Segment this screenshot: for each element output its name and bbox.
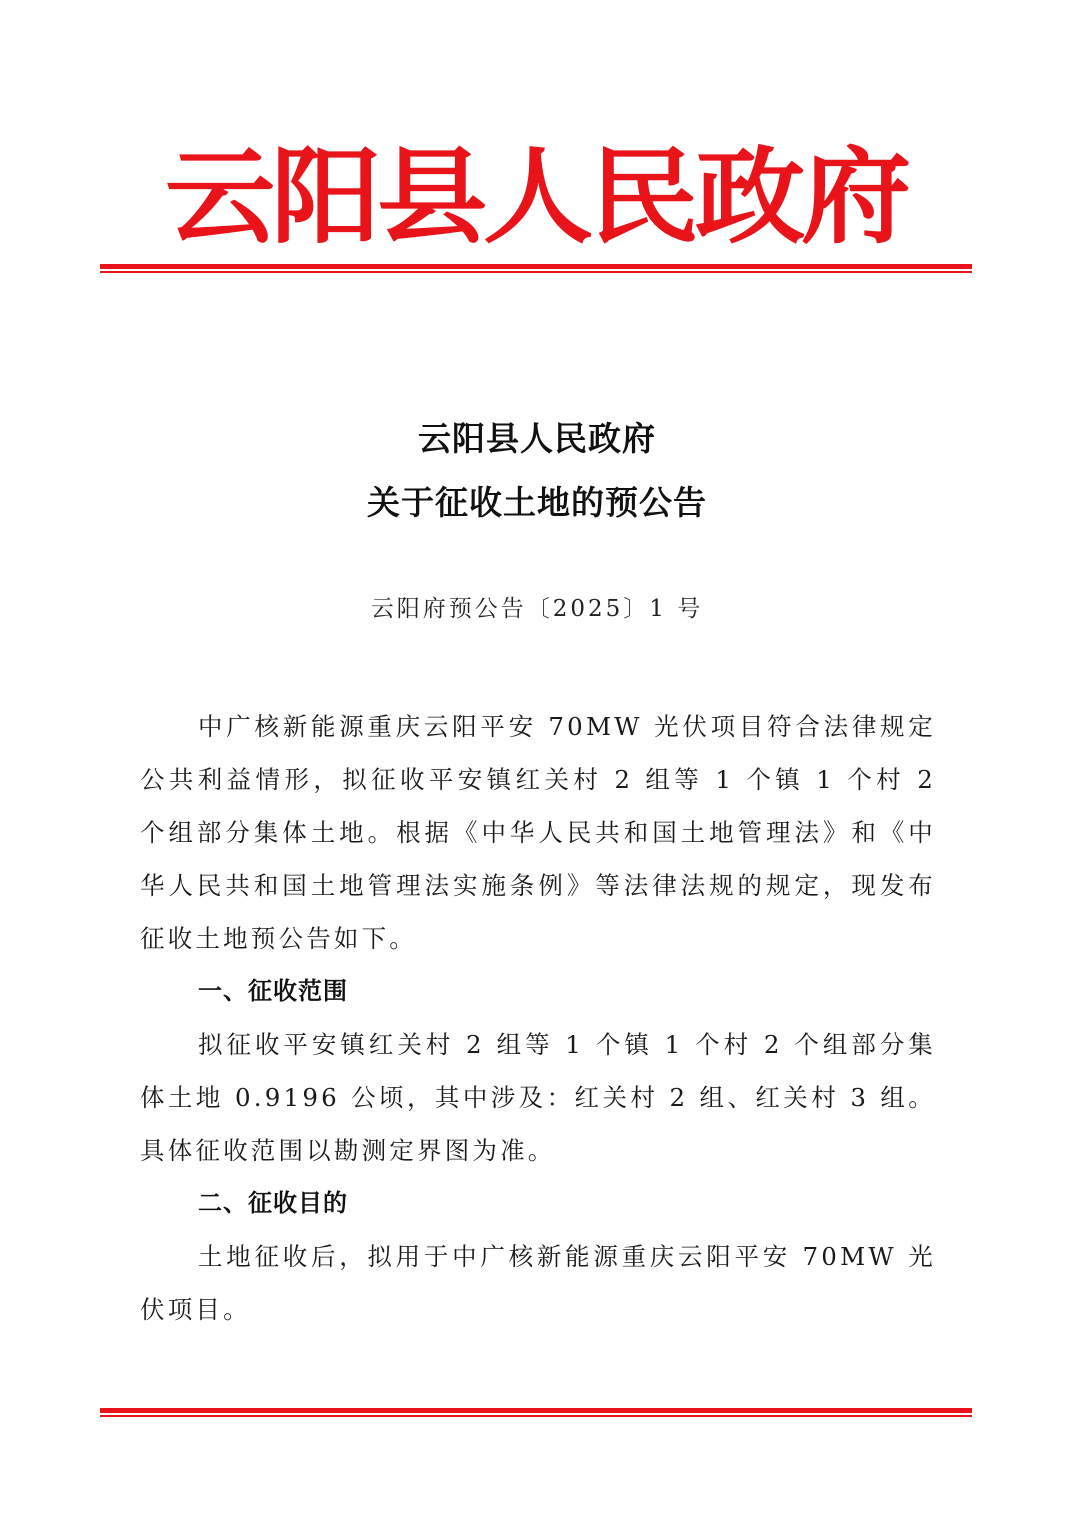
section-paragraph-scope: 拟征收平安镇红关村 2 组等 1 个镇 1 个村 2 个组部分集体土地 0.9196 公顷，其中涉及：红关村 2 组、红关村 3 组。具体征收范围以勘测定界图为准。	[140, 1030, 936, 1165]
section-paragraph-purpose: 土地征收后，拟用于中广核新能源重庆云阳平安 70MW 光伏项目。	[140, 1242, 936, 1324]
document-body	[140, 700, 936, 1336]
divider-thin-line	[100, 1415, 972, 1417]
masthead-title: 云阳县人民政府	[164, 136, 908, 258]
document-number: 云阳府预公告〔2025〕1 号	[370, 596, 704, 622]
masthead	[100, 132, 972, 262]
section-heading-purpose: 二、征收目的	[198, 1189, 348, 1217]
footer-divider	[100, 1408, 972, 1417]
masthead-divider	[100, 264, 972, 273]
document-title-line-1: 云阳县人民政府	[418, 419, 656, 458]
document-title-line-2: 关于征收土地的预公告	[367, 483, 707, 522]
intro-paragraph: 中广核新能源重庆云阳平安 70MW 光伏项目符合法律规定公共利益情形，拟征收平安镇红关村 2 组等 1 个镇 1 个村 2 个组部分集体土地。根据《中华人民共和国土地管理法》和《中华人民共和国土地管理法实施条例》等法律法规的规定，现发布征收土地预公告如下。	[140, 712, 936, 953]
section-heading-scope: 一、征收范围	[198, 977, 348, 1005]
divider-thin-line	[100, 271, 972, 273]
